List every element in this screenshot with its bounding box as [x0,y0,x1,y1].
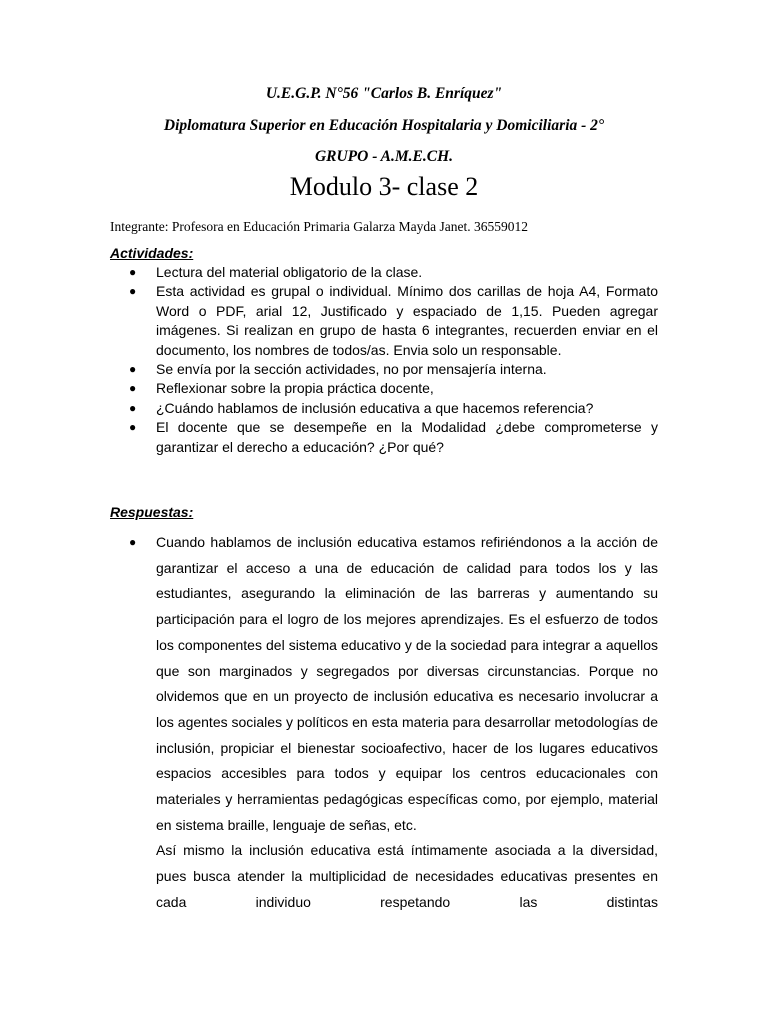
list-item [110,379,658,398]
diploma-header: Diplomatura Superior en Educación Hospitalaria y Domiciliaria - 2° [163,117,605,134]
list-item [110,282,658,360]
answer-item [110,530,658,916]
list-item-text: El docente que se desempeñe en la Modalidad ¿debe comprometerse y garantizar el derecho a educación? ¿Por qué? [156,419,658,455]
bullet-icon: ● [129,362,137,377]
bullet-icon: ● [129,535,137,549]
bullet-icon: ● [129,420,137,435]
answer-paragraph-1: Cuando hablamos de inclusión educativa estamos refiriéndonos a la acción de garantizar el acceso a una de educación de calidad para todos los y las estudiantes, asegurando la eliminación de las barreras y aumentando su participación para el logro de los mejores aprendizajes. Es el esfuerzo de todos los componentes del sistema educativo y de la sociedad para integrar a aquellos que son marginados y segregados por diversas circunstancias. Porque no olvidemos que en un proyecto de inclusión educativa es necesario involucrar a los agentes sociales y políticos en esta materia para desarrollar metodologías de inclusión, propiciar el bienestar socioafectivo, hacer de los lugares educativos espacios accesibles para todos y equipar los centros educacionales con materiales y herramientas pedagógicas específicas como, por ejemplo, material en sistema braille, lenguaje de señas, etc. [156,534,658,833]
list-item-text: Esta actividad es grupal o individual. Mínimo dos carillas de hoja A4, Formato Word o PDF, arial 12, Justificado y espaciado de 1,15. Pueden agregar imágenes. Si realizan en grupo de hasta 6 integrantes, recuerden enviar en el documento, los nombres de todos/as. Envia solo un responsable. [156,283,658,358]
actividades-list [110,263,658,457]
list-item-text: Lectura del material obligatorio de la clase. [156,264,423,280]
bullet-icon: ● [129,381,137,396]
bullet-icon: ● [129,284,137,299]
list-item [110,399,658,418]
school-header: U.E.G.P. N°56 "Carlos B. Enríquez" [265,85,503,102]
list-item [110,360,658,379]
integrante-line: Integrante: Profesora en Educación Primaria Galarza Mayda Janet. 36559012 [110,219,528,234]
respuestas-body [110,530,658,916]
actividades-heading: Actividades: [110,245,194,261]
list-item [110,418,658,457]
list-item [110,263,658,282]
list-item-text: Se envía por la sección actividades, no por mensajería interna. [156,361,547,378]
group-header: GRUPO - A.M.E.CH. [314,148,454,165]
answer-paragraph-2: Así mismo la inclusión educativa está íntimamente asociada a la diversidad, pues busca atender la multiplicidad de necesidades educativas presentes en cada individuo respetando las distintas [156,842,658,910]
respuestas-heading: Respuestas: [110,504,194,520]
bullet-icon: ● [129,265,137,279]
page-title: Modulo 3- clase 2 [289,172,479,201]
list-item-text: Reflexionar sobre la propia práctica docente, [156,380,434,397]
bullet-icon: ● [129,400,137,415]
list-item-text: ¿Cuándo hablamos de inclusión educativa a que hacemos referencia? [156,399,594,416]
